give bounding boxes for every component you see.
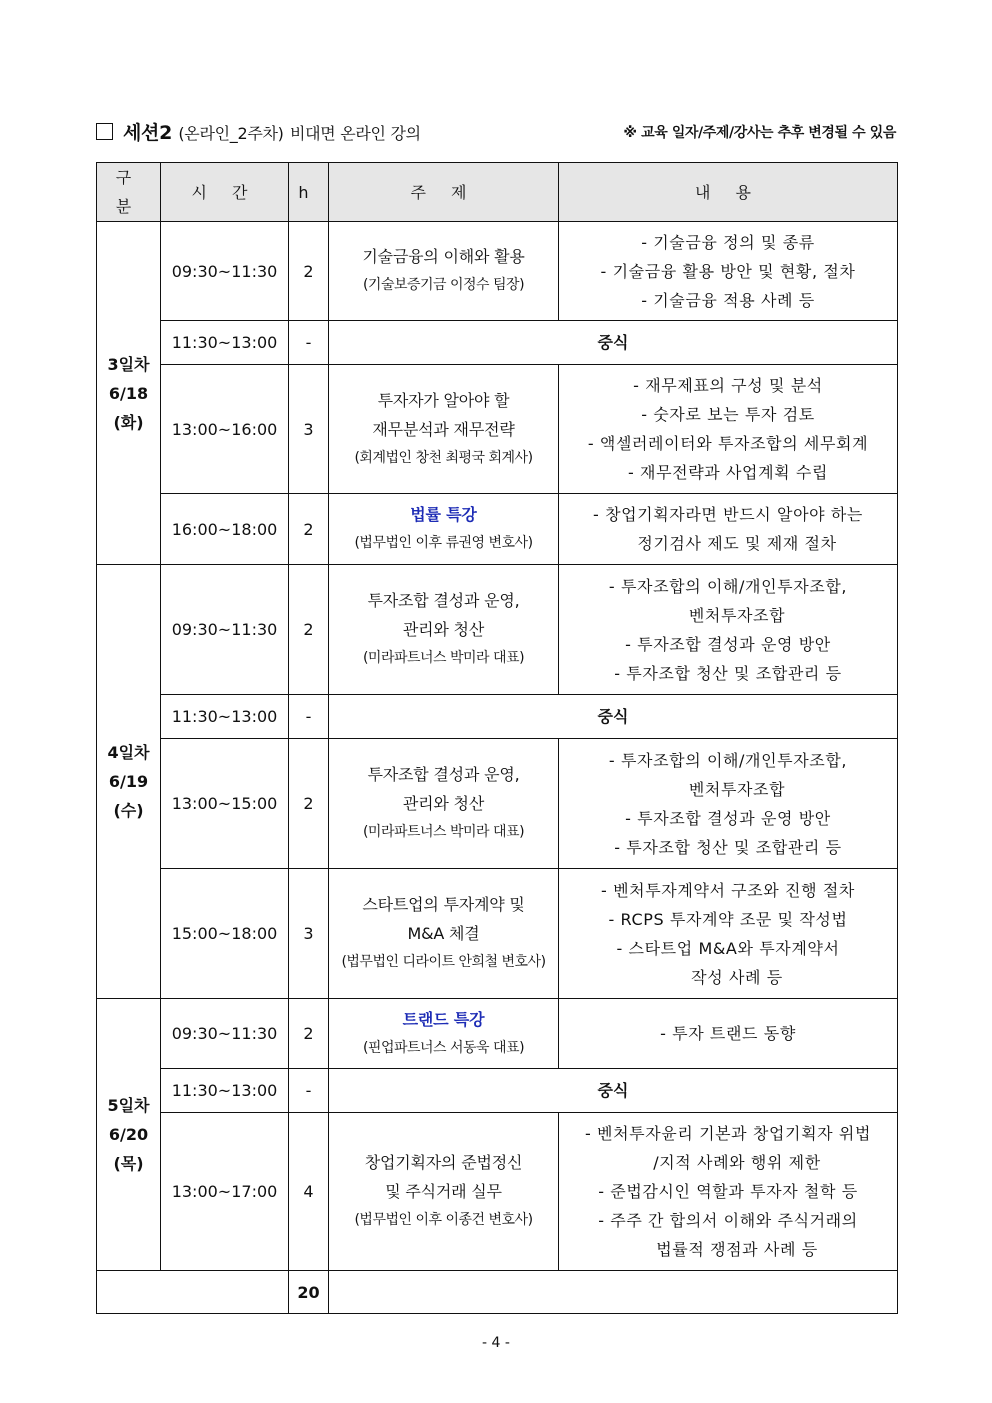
table-row [97, 1113, 898, 1271]
day-weekday: (화) [113, 412, 144, 432]
hours-cell: 2 [289, 565, 329, 695]
content-line: - 벤처투자계약서 구조와 진행 절차 [601, 880, 855, 900]
topic-cell [329, 565, 559, 695]
content-line: - 벤처투자윤리 기본과 창업기획자 위법 [584, 1124, 871, 1143]
total-empty-cell [97, 1271, 289, 1314]
section-title-rest: 비대면 온라인 강의 [289, 124, 421, 143]
speaker: (미라파트너스 박미라 대표) [362, 824, 525, 840]
section-title-sub: (온라인_2주차) [178, 124, 284, 143]
hours-cell: 2 [289, 494, 329, 565]
topic-line: 관리와 청산 [402, 794, 485, 813]
topic-line: 투자조합 결성과 운영, [367, 591, 520, 610]
time-cell: 15:00~18:00 [161, 869, 289, 999]
section-title-row [96, 116, 896, 148]
topic-line: 관리와 청산 [402, 620, 485, 639]
content-cell [559, 1113, 898, 1271]
content-line: - 기술금융 정의 및 종류 [641, 232, 815, 252]
section-title [96, 118, 421, 145]
header-content: 내 용 [559, 163, 898, 222]
content-cell [559, 999, 898, 1069]
time-cell: 11:30~13:00 [161, 695, 289, 739]
time-cell: 13:00~16:00 [161, 365, 289, 494]
table-header-row [97, 163, 898, 222]
hours-cell: 2 [289, 999, 329, 1069]
time-cell: 13:00~17:00 [161, 1113, 289, 1271]
schedule-change-note: ※ 교육 일자/주제/강사는 추후 변경될 수 있음 [623, 125, 896, 141]
time-cell: 13:00~15:00 [161, 739, 289, 869]
content-line: - 스타트업 M&A와 투자계약서 [616, 938, 840, 958]
header-hours: h [289, 163, 329, 222]
lunch-cell: 중식 [329, 1069, 898, 1113]
content-line: - 투자조합의 이해/개인투자조합, [608, 576, 848, 596]
day-label: 5일차 [107, 1096, 150, 1115]
day-label: 3일차 [107, 354, 150, 374]
hours-cell: 2 [289, 739, 329, 869]
speaker: (기술보증기금 이정수 팀장) [362, 277, 525, 293]
topic-line: 창업기획자의 준법정신 [364, 1153, 523, 1172]
content-cell [559, 365, 898, 494]
content-line: - 기술금융 적용 사례 등 [641, 290, 815, 310]
hours-cell: 3 [289, 869, 329, 999]
topic-line: 투자조합 결성과 운영, [367, 765, 520, 784]
day-cell [97, 565, 161, 999]
content-line: - 준법감시인 역할과 투자자 철학 등 [598, 1182, 858, 1201]
content-line: - 재무전략과 사업계획 수립 [627, 463, 829, 482]
day-cell [97, 222, 161, 565]
content-line: - 숫자로 보는 투자 검토 [641, 405, 815, 424]
content-line: - 투자조합 결성과 운영 방안 [625, 808, 831, 828]
section-title-main: 세션2 [123, 122, 173, 144]
hours-cell: 3 [289, 365, 329, 494]
topic-cell [329, 739, 559, 869]
content-line: 법률적 쟁점과 사례 등 [656, 1240, 818, 1259]
hours-cell: - [289, 321, 329, 365]
day-date: 6/18 [108, 383, 149, 403]
day-weekday: (수) [113, 801, 144, 820]
speaker: (핀업파트너스 서동욱 대표) [362, 1039, 525, 1056]
header-topic: 주 제 [329, 163, 559, 222]
lunch-cell: 중식 [329, 695, 898, 739]
hours-cell: 2 [289, 222, 329, 321]
content-line: /지적 사례와 행위 제한 [653, 1153, 821, 1172]
content-line: - 투자조합 청산 및 조합관리 등 [614, 663, 842, 683]
table-row [97, 869, 898, 999]
content-line: - 액셀러레이터와 투자조합의 세무회계 [587, 434, 869, 453]
total-hours: 20 [289, 1271, 329, 1314]
day-cell [97, 999, 161, 1271]
table-row [97, 695, 898, 739]
content-line: - 투자 트랜드 동향 [660, 1024, 796, 1043]
time-cell: 09:30~11:30 [161, 565, 289, 695]
special-lecture-title: 트랜드 특강 [402, 1009, 485, 1029]
time-cell: 11:30~13:00 [161, 321, 289, 365]
content-line: 벤처투자조합 [688, 605, 786, 625]
content-cell [559, 565, 898, 695]
content-line: - 기술금융 활용 방안 및 현황, 절차 [600, 261, 856, 281]
content-line: - 창업기획자라면 반드시 알아야 하는 [593, 505, 863, 524]
time-cell: 11:30~13:00 [161, 1069, 289, 1113]
day-date: 6/20 [108, 1125, 149, 1144]
page-number: - 4 - [482, 1335, 510, 1351]
topic-cell [329, 999, 559, 1069]
speaker: (법무법인 이후 류권영 변호사) [354, 535, 533, 551]
day-label: 4일차 [107, 743, 150, 762]
table-row [97, 365, 898, 494]
speaker: (법무법인 이후 이종건 변호사) [354, 1212, 533, 1228]
day-weekday: (목) [113, 1154, 144, 1173]
content-line: - 투자조합 청산 및 조합관리 등 [614, 837, 842, 857]
table-row [97, 321, 898, 365]
special-lecture-title: 법률 특강 [410, 505, 477, 524]
content-cell [559, 869, 898, 999]
hours-cell: - [289, 695, 329, 739]
schedule-table [96, 162, 898, 1314]
content-line: - 투자조합의 이해/개인투자조합, [608, 750, 848, 770]
content-cell [559, 222, 898, 321]
checkbox-square-icon [96, 123, 113, 140]
topic-line: 투자자가 알아야 할 [377, 390, 510, 410]
topic-line: 재무분석과 재무전략 [372, 419, 515, 439]
content-line: - 투자조합 결성과 운영 방안 [625, 634, 831, 654]
table-row [97, 565, 898, 695]
lunch-cell: 중식 [329, 321, 898, 365]
content-line: 작성 사례 등 [691, 967, 783, 987]
time-cell: 09:30~11:30 [161, 222, 289, 321]
header-time: 시 간 [161, 163, 289, 222]
topic-line: 및 주식거래 실무 [385, 1182, 502, 1201]
total-row [97, 1271, 898, 1314]
topic-line: 스타트업의 투자계약 및 [362, 895, 525, 914]
content-line: 벤처투자조합 [688, 779, 786, 799]
topic-line: 기술금융의 이해와 활용 [362, 247, 525, 266]
topic-cell [329, 222, 559, 321]
table-row [97, 739, 898, 869]
day-date: 6/19 [108, 772, 149, 791]
table-row [97, 999, 898, 1069]
table-row [97, 222, 898, 321]
topic-cell [329, 494, 559, 565]
header-category: 구 분 [97, 163, 161, 222]
topic-cell [329, 365, 559, 494]
topic-cell [329, 869, 559, 999]
content-line: - 재무제표의 구성 및 분석 [633, 376, 823, 395]
table-row [97, 494, 898, 565]
time-cell: 16:00~18:00 [161, 494, 289, 565]
total-empty-cell [329, 1271, 898, 1314]
table-row [97, 1069, 898, 1113]
topic-cell [329, 1113, 559, 1271]
content-line: 정기검사 제도 및 제재 절차 [637, 534, 837, 553]
content-line: - RCPS 투자계약 조문 및 작성법 [608, 909, 848, 929]
speaker: (미라파트너스 박미라 대표) [362, 650, 525, 666]
speaker: (회계법인 창천 최평국 회계사) [354, 449, 533, 466]
time-cell: 09:30~11:30 [161, 999, 289, 1069]
content-cell [559, 494, 898, 565]
content-line: - 주주 간 합의서 이해와 주식거래의 [598, 1211, 858, 1230]
hours-cell: - [289, 1069, 329, 1113]
speaker: (법무법인 디라이트 안희철 변호사) [341, 954, 546, 970]
content-cell [559, 739, 898, 869]
hours-cell: 4 [289, 1113, 329, 1271]
topic-line: M&A 체결 [407, 924, 480, 943]
